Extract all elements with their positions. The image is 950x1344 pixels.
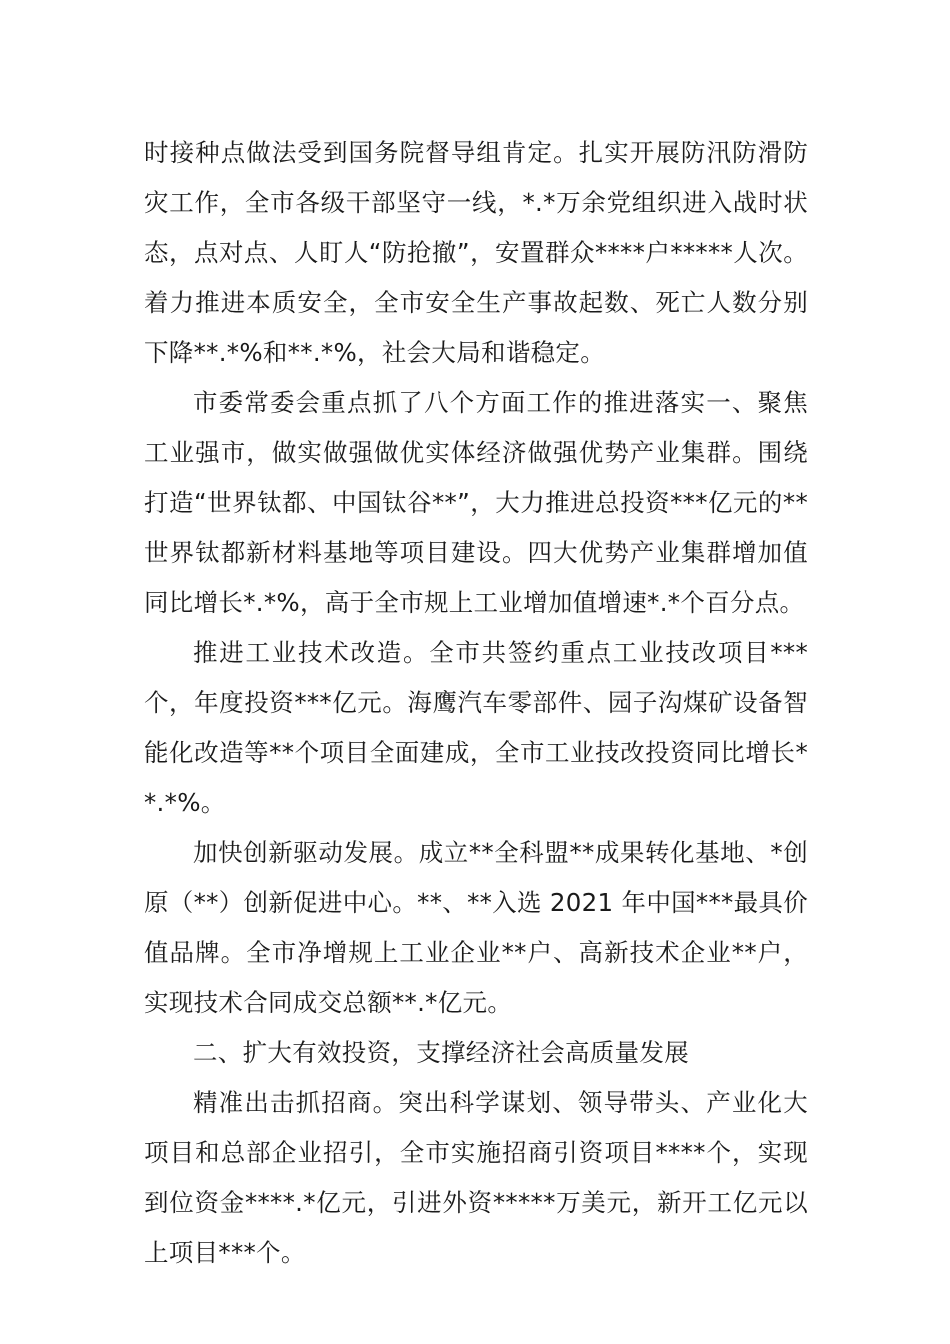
document-body <box>144 128 808 1278</box>
paragraph-continuation: 时接种点做法受到国务院督导组肯定。扎实开展防汛防滑防灾工作，全市各级干部坚守一线，*.*万余党组织进入战时状态，点对点、人盯人“防抢撤”，安置群众****户*****人次。着力推进本质安全，全市安全生产事故起数、死亡人数分别下降**.*%和**.*%，社会大局和谐稳定。 <box>144 138 808 367</box>
section-heading-investment: 二、扩大有效投资，支撑经济社会高质量发展 <box>193 1038 689 1067</box>
paragraph-standing-committee: 市委常委会重点抓了八个方面工作的推进落实一、聚焦工业强市，做实做强做优实体经济做强优势产业集群。围绕打造“世界钛都、中国钛谷**”，大力推进总投资***亿元的**世界钛都新材料基地等项目建设。四大优势产业集群增加值同比增长*.*%，高于全市规上工业增加值增速*.*个百分点。 <box>144 388 808 617</box>
paragraph-innovation: 加快创新驱动发展。成立**全科盟**成果转化基地、*创原（**）创新促进中心。**、**入选 2021 年中国***最具价值品牌。全市净增规上工业企业**户、高新技术企业**户，实现技术合同成交总额**.*亿元。 <box>144 838 808 1017</box>
paragraph-tech-transformation: 推进工业技术改造。全市共签约重点工业技改项目***个，年度投资***亿元。海鹰汽车零部件、园子沟煤矿设备智能化改造等**个项目全面建成，全市工业技改投资同比增长**.*%。 <box>144 638 808 817</box>
paragraph-investment-attraction: 精准出击抓招商。突出科学谋划、领导带头、产业化大项目和总部企业招引，全市实施招商引资项目****个，实现到位资金****.*亿元，引进外资*****万美元，新开工亿元以上项目***个。 <box>144 1088 808 1267</box>
